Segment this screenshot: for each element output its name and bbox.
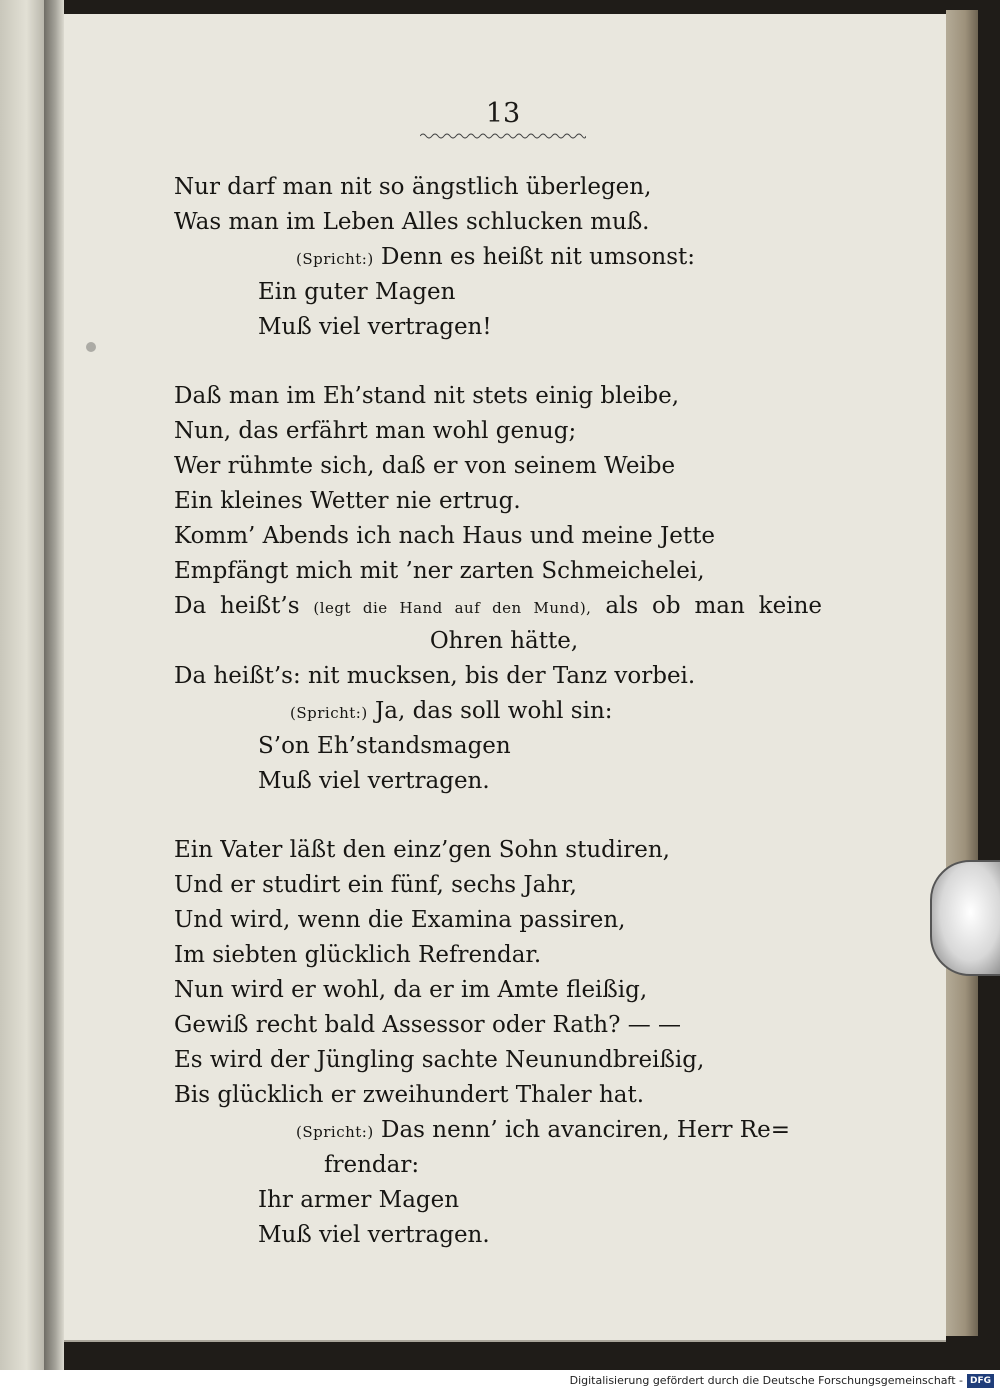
poem-line [174, 519, 834, 554]
poem-line [174, 1078, 834, 1113]
poem-text [174, 170, 834, 1253]
line-text: Ihr armer Magen [258, 1187, 460, 1213]
line-text: Muß viel vertragen. [258, 1222, 490, 1248]
book-gutter [44, 0, 64, 1370]
line-text: Und wird, wenn die Examina passiren, [174, 907, 626, 933]
poem-line [174, 484, 834, 519]
line-text: frendar: [324, 1152, 420, 1178]
line-text: S’on Eh’standsmagen [258, 733, 511, 759]
line-text: Nun wird er wohl, da er im Amte fleißig, [174, 977, 648, 1003]
line-text: Ja, das soll wohl sin: [375, 698, 613, 724]
line-text: Da heißt’s: nit mucksen, bis der Tanz vorbei. [174, 663, 696, 689]
poem-line [174, 449, 834, 484]
line-text: Bis glücklich er zweihundert Thaler hat. [174, 1082, 645, 1108]
poem-line [174, 1008, 834, 1043]
poem-line [174, 1218, 834, 1253]
line-text: Im siebten glücklich Refrendar. [174, 942, 542, 968]
poem-line [174, 1148, 834, 1183]
stage-direction: (Spricht:) [296, 1123, 374, 1141]
poem-line [174, 729, 834, 764]
line-text: Ein kleines Wetter nie ertrug. [174, 488, 521, 514]
line-text: Ein guter Magen [258, 279, 456, 305]
line-text: Es wird der Jüngling sachte Neunundbreißig, [174, 1047, 705, 1073]
line-text-after: als ob man keine [605, 593, 823, 619]
line-text: Was man im Leben Alles schlucken muß. [174, 209, 650, 235]
book-cover-edge [946, 10, 978, 1336]
ink-smudge [86, 342, 96, 352]
poem-line [174, 1043, 834, 1078]
line-text: Muß viel vertragen! [258, 314, 492, 340]
poem-line [174, 973, 834, 1008]
footer-credit [0, 1370, 1000, 1392]
line-text: Denn es heißt nit umsonst: [381, 244, 696, 270]
poem-line [174, 833, 834, 868]
line-text: Muß viel vertragen. [258, 768, 490, 794]
stage-direction-inline: (legt die Hand auf den Mund), [313, 599, 592, 617]
line-text: Nun, das erfährt man wohl genug; [174, 418, 577, 444]
page-number: 13 [485, 98, 521, 129]
footer-text: Digitalisierung gefördert durch die Deutsche Forschungsgemeinschaft - [569, 1374, 963, 1387]
poem-line [174, 170, 834, 205]
poem-line [174, 554, 834, 589]
poem-line [174, 275, 834, 310]
poem-line [174, 764, 834, 799]
previous-page-edge [0, 0, 44, 1370]
line-text: Gewiß recht bald Assessor oder Rath? — — [174, 1012, 682, 1038]
stage-direction: (Spricht:) [290, 704, 368, 722]
poem-line [174, 659, 834, 694]
line-text: Das nenn’ ich avanciren, Herr Re= [381, 1117, 790, 1143]
line-text: Ein Vater läßt den einz’gen Sohn studiren, [174, 837, 670, 863]
poem-line [174, 414, 834, 449]
line-text: Wer rühmte sich, daß er von seinem Weibe [174, 453, 676, 479]
poem-line [174, 624, 834, 659]
stage-direction: (Spricht:) [296, 250, 374, 268]
stanza-gap [174, 799, 834, 833]
poem-line [174, 868, 834, 903]
poem-line [174, 938, 834, 973]
poem-line [174, 589, 834, 624]
poem-line [174, 1113, 834, 1148]
dfg-logo: DFG [967, 1374, 994, 1388]
line-text: Ohren hätte, [429, 628, 579, 654]
poem-line [174, 1183, 834, 1218]
line-text: Daß man im Eh’stand nit stets einig bleibe, [174, 383, 680, 409]
stanza-gap [174, 345, 834, 379]
poem-line [174, 903, 834, 938]
page-clip [930, 860, 1000, 976]
poem-line [174, 240, 834, 275]
poem-line [174, 205, 834, 240]
line-text: Komm’ Abends ich nach Haus und meine Jette [174, 523, 715, 549]
line-text: Nur darf man nit so ängstlich überlegen, [174, 174, 652, 200]
line-text: Da heißt’s [174, 593, 300, 619]
poem-line [174, 694, 834, 729]
poem-line [174, 310, 834, 345]
line-text: Und er studirt ein fünf, sechs Jahr, [174, 872, 577, 898]
line-text: Empfängt mich mit ’ner zarten Schmeichelei, [174, 558, 705, 584]
ornament-wave [420, 132, 586, 140]
poem-line [174, 379, 834, 414]
